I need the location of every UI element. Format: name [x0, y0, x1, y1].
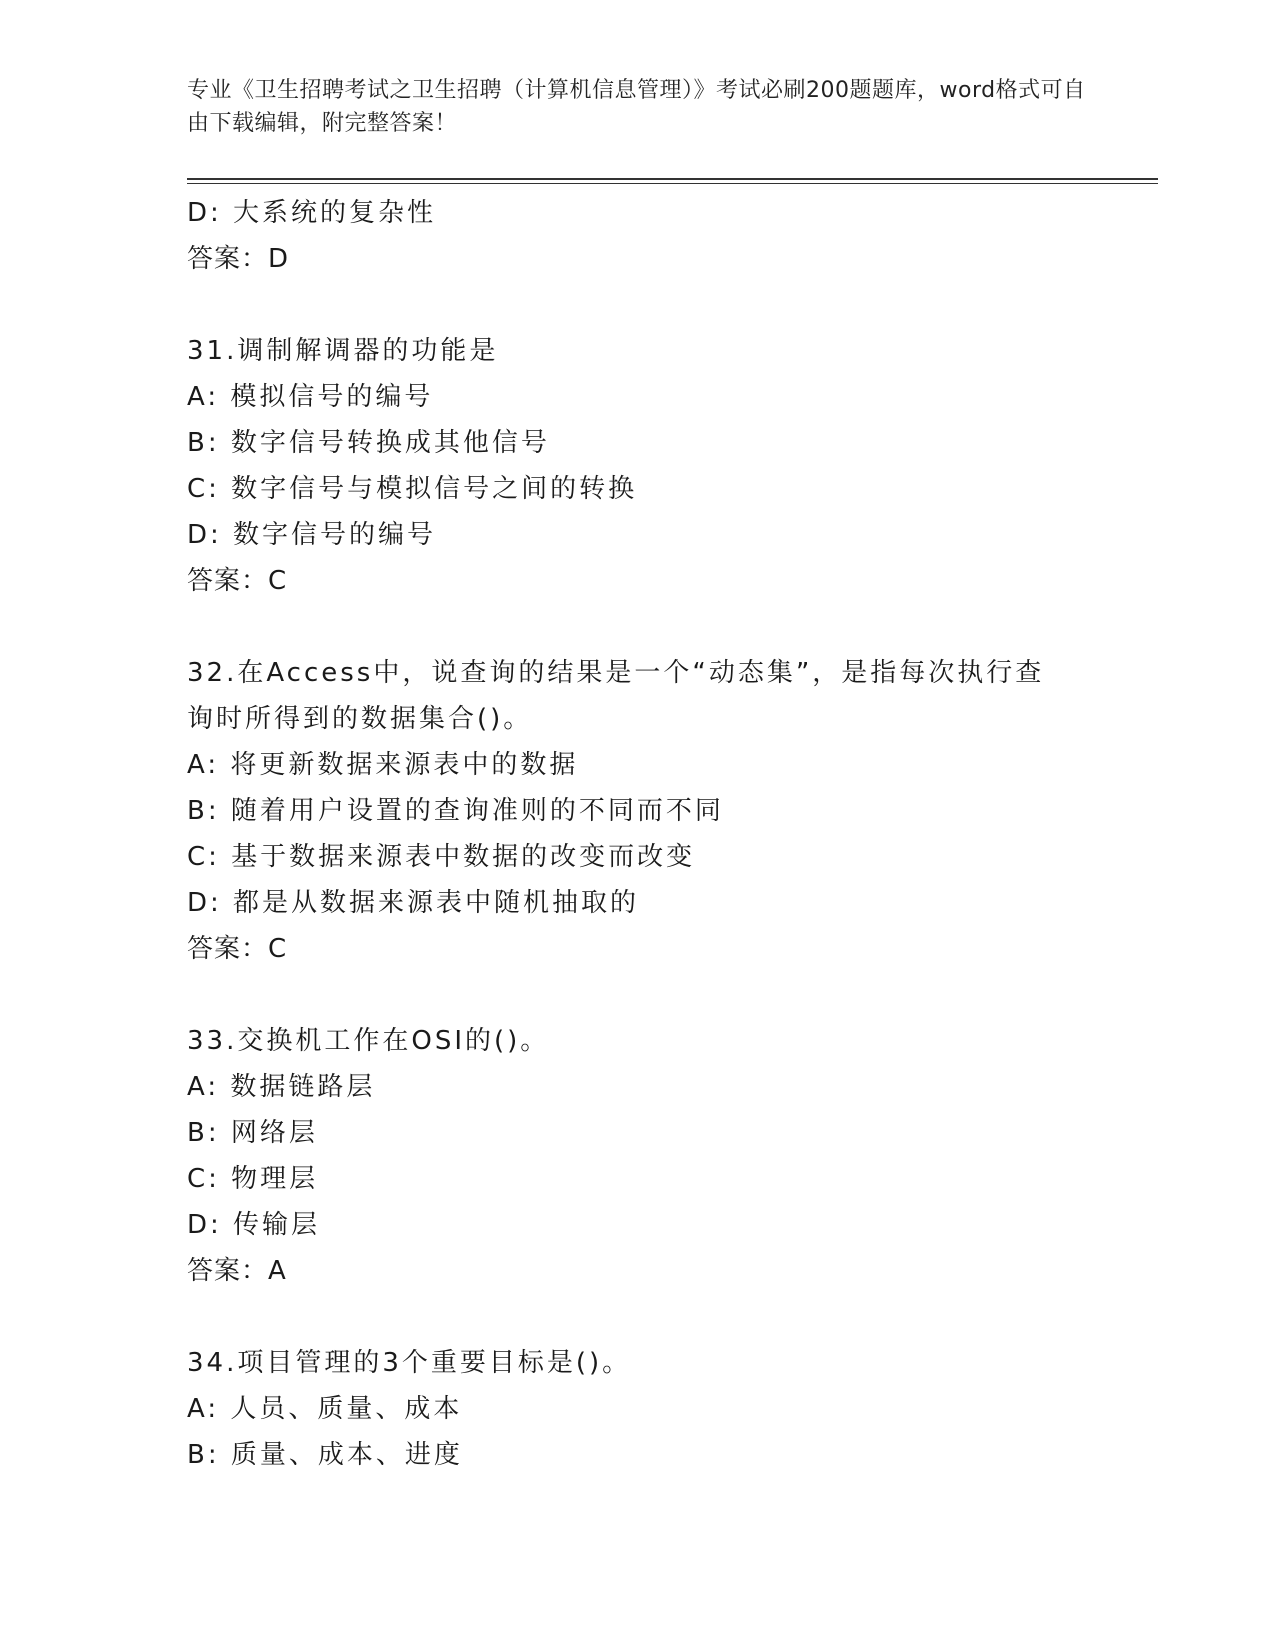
question-stem: 31.调制解调器的功能是: [187, 336, 499, 366]
option-c: C: 数字信号与模拟信号之间的转换: [187, 474, 638, 504]
header-divider-thin: [187, 183, 1158, 184]
option-d: D: 都是从数据来源表中随机抽取的: [187, 888, 640, 918]
option-a: A: 模拟信号的编号: [187, 382, 434, 412]
previous-question-tail: [187, 190, 1087, 282]
answer-line: 答案：C: [187, 566, 288, 596]
document-header: [187, 74, 1087, 140]
option-b: B: 随着用户设置的查询准则的不同而不同: [187, 796, 724, 826]
answer-line: 答案：A: [187, 1256, 287, 1286]
question-stem: 33.交换机工作在OSI的()。: [187, 1026, 550, 1056]
option-b: B: 数字信号转换成其他信号: [187, 428, 550, 458]
header-title: 专业《卫生招聘考试之卫生招聘（计算机信息管理）》考试必刷200题题库，word格式可自由下载编辑，附完整答案！: [187, 78, 1086, 136]
question-31: [187, 328, 1087, 604]
question-32: [187, 650, 1087, 972]
option-c: C: 基于数据来源表中数据的改变而改变: [187, 842, 696, 872]
question-34: [187, 1340, 1087, 1478]
option-a: A: 将更新数据来源表中的数据: [187, 750, 579, 780]
option-d: D: 传输层: [187, 1210, 321, 1240]
answer-line: 答案：C: [187, 934, 288, 964]
answer-line: 答案：D: [187, 244, 290, 274]
option-b: B: 质量、成本、进度: [187, 1440, 463, 1470]
option-d: D: 大系统的复杂性: [187, 198, 437, 228]
option-a: A: 人员、质量、成本: [187, 1394, 463, 1424]
option-b: B: 网络层: [187, 1118, 318, 1148]
question-33: [187, 1018, 1087, 1294]
question-stem: 34.项目管理的3个重要目标是()。: [187, 1348, 632, 1378]
question-stem: 32.在Access中，说查询的结果是一个“动态集”，是指每次执行查询时所得到的数据集合()。: [187, 658, 1045, 734]
option-c: C: 物理层: [187, 1164, 319, 1194]
question-content: [187, 190, 1087, 1478]
option-d: D: 数字信号的编号: [187, 520, 437, 550]
header-divider-thick: [187, 178, 1158, 180]
option-a: A: 数据链路层: [187, 1072, 376, 1102]
